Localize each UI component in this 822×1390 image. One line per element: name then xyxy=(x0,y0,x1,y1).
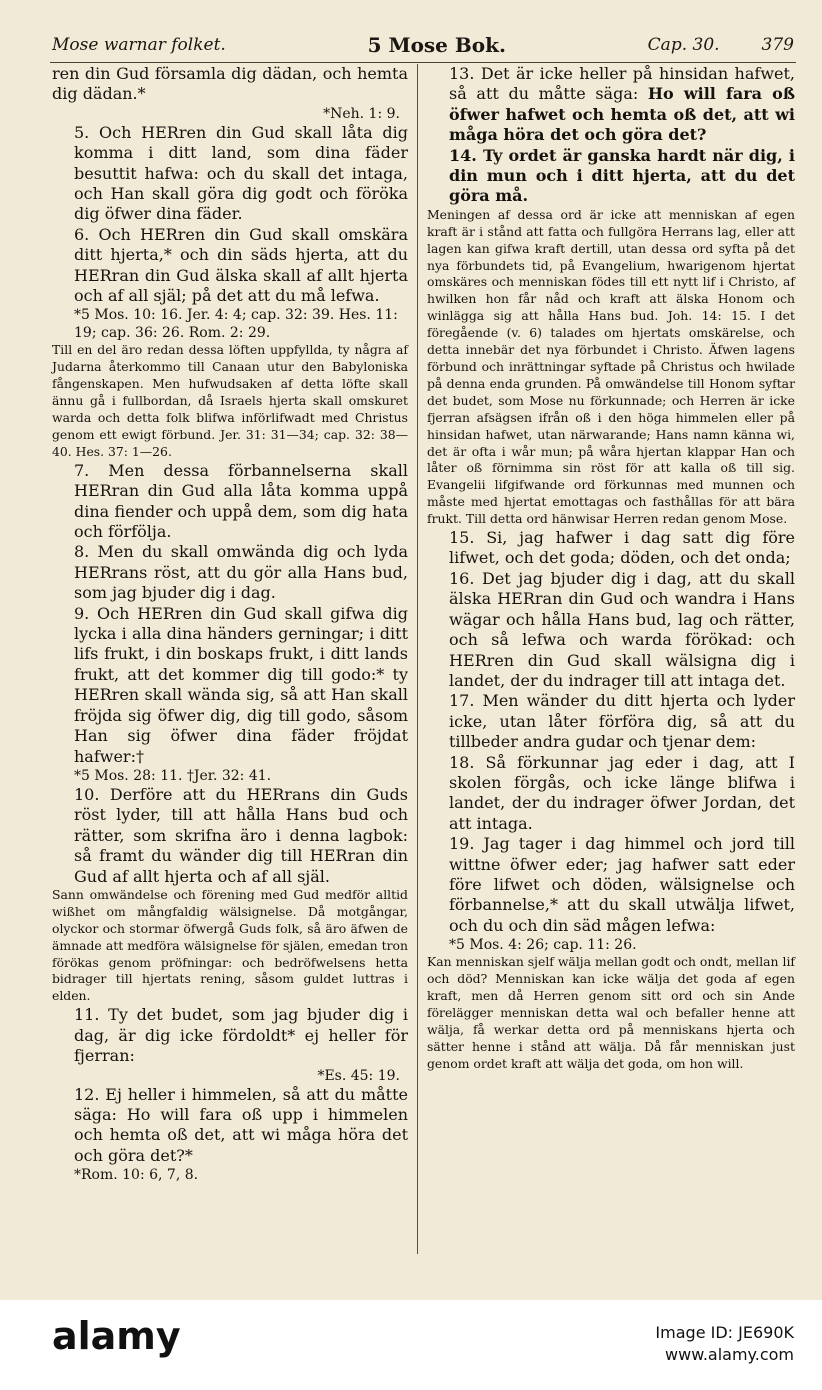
verse-text: ren din Gud församla dig dädan, och hemta dig dädan.* xyxy=(52,64,408,104)
verse-number: 19. xyxy=(449,834,475,854)
cross-reference: *5 Mos. 4: 26; cap. 11: 26. xyxy=(449,937,637,954)
verse-number: 6. xyxy=(74,224,90,244)
verse-paragraph xyxy=(427,691,795,752)
verse-text: Derföre att du HERrans din Guds röst lyder, till att hålla Hans bud och rätter, som skrifna äro i denna lagbok: så framt du wänder dig till HERran din Gud af allt hjerta och af all själ. xyxy=(74,784,408,886)
verse-text: Det jag bjuder dig i dag, att du skall älska HERran din Gud och wandra i Hans wägar och hålla Hans bud, lag och rätter, och så lefwa och warda förökad: och HERren din Gud skall wälsigna dig i landet, der du indrager till att intaga det. xyxy=(449,568,795,690)
header-book-title: 5 Mose Bok. xyxy=(367,33,506,57)
verse-paragraph xyxy=(427,569,795,691)
verse-number: 7. xyxy=(74,460,90,480)
left-column xyxy=(52,64,408,1184)
verse-number: 10. xyxy=(74,784,100,804)
verse-paragraph xyxy=(52,604,408,767)
commentary-note: Meningen af dessa ord är icke att menniskan af egen kraft är i stånd att fatta och fullgöra Herrans lag, eller att lagen kan gifwa kraft dertill, utan dessa ord syfta på det nya förbundets tid, på Evangelium, hwarigenom hjertat omskäres och menniskan födes till ett nytt lif i Christo, af hwilken hon får nåd och kraft att älska Honom och winlägga sig att hålla Hans bud. Joh. 14: 15. I det föregående (v. 6) talades om hjertats omskärelse, och detta innebär det nya förbundet i Christo. Äfwen lagens förbund och inrättningar syftade på Christus och hwilade på denna enda grunden. På omwändelse till Honom syftar det budet, som Mose nu förkunnade; och Herren är icke fjerran afsägsen ifrån oß i den höga himmelen eller på hinsidan hafwet, utan närwarande; Hans namn känna wi, det är ofta i wår mun; på wåra hjertan klappar Han och låter oß förnimma sin röst för att kalla oß till sig. Evangelii lifgifwande ord förkunnas med munnen och måste med hjertat emottagas och fasthållas för att bära frukt. Till detta ord hänwisar Herren redan genom Mose. xyxy=(427,206,795,527)
verse-text: Och HERren din Gud skall gifwa dig lycka i alla dina händers gerningar; i ditt lifs frukt, i din boskaps frukt, i ditt lands frukt, att det kommer dig till godo:* ty HERren skall wända sig, så att Han skall fröjda sig öfwer dig, dig till godo, såsom Han sig öfwer dina fäder fröjdat hafwer:† xyxy=(74,603,408,766)
cross-reference: *Rom. 10: 6, 7, 8. xyxy=(74,1167,199,1184)
verse-text: Så förkunnar jag eder i dag, att I skolen förgås, och icke länge blifwa i landet, der du indrager öfwer Jordan, det att intaga. xyxy=(449,752,795,833)
header-divider xyxy=(50,62,796,63)
verse-paragraph xyxy=(52,542,408,603)
cross-reference: *Es. 45: 19. xyxy=(317,1067,400,1084)
cross-reference: *5 Mos. 10: 16. Jer. 4: 4; cap. 32: 39. Hes. 11: 19; cap. 36: 26. Rom. 2: 29. xyxy=(74,307,398,342)
verse-emphasis: Ho will fara oß öfwer hafwet och hemta oß det, att wi måga höra det och göra det? xyxy=(449,84,795,145)
verse-number: 5. xyxy=(74,122,90,142)
commentary-note: Kan menniskan sjelf wälja mellan godt och ondt, mellan lif och död? Menniskan kan icke wälja det goda af egen kraft, men då Herren genom sitt ord och sin Ande förelägger menniskan detta wal och befaller henne att wälja, få werkar detta ord på menniskans hjerta och sätter henne i stånd att wälja. Då får menniskan just genom ordet kraft att wälja det goda, om hon will. xyxy=(427,954,795,1071)
verse-text: Och HERren din Gud skall omskära ditt hjerta,* och din säds hjerta, att du HERran din Gud älska skall af allt hjerta och af all själ; på det att du må lefwa. xyxy=(74,224,408,306)
verse-paragraph xyxy=(427,64,795,146)
verse-number: 18. xyxy=(449,752,475,772)
verse-text: Jag tager i dag himmel och jord till wittne öfwer eder; jag hafwer satt eder före lifwet och döden, wälsignelse och förbannelse,* att du skall utwälja lifwet, och du och din säd mågen lefwa: xyxy=(449,834,795,935)
verse-text: Ej heller i himmelen, så att du måtte säga: Ho will fara oß upp i himmelen och hemta oß det, att wi måga höra det och göra det?* xyxy=(74,1084,408,1165)
verse-paragraph xyxy=(52,1085,408,1167)
commentary-note: Till en del äro redan dessa löften uppfyllda, ty några af Judarna återkommo till Canaan utur den Babyloniska fångenskapen. Men hufwudsaken af detta löfte skall ännu gå i fullbordan, då Israels hjerta skall omskuret warda och detta folk blifwa införlifwadt med Christus genom ett ewigt förbund. Jer. 31: 31—34; cap. 32: 38—40. Hes. 37: 1—26. xyxy=(52,342,408,459)
verse-text: Men dessa förbannelserna skall HERran din Gud alla låta komma uppå dina fiender och uppå dem, som dig hata och förfölja. xyxy=(74,460,408,542)
verse-paragraph xyxy=(52,123,408,225)
verse-text: Men wänder du ditt hjerta och lyder icke, utan låter förföra dig, så att du tillbeder andra gudar och tjenar dem: xyxy=(449,691,795,752)
verse-number: 15. xyxy=(449,528,475,548)
verse-paragraph xyxy=(52,64,408,105)
header-right xyxy=(648,35,794,55)
verse-paragraph xyxy=(427,753,795,835)
header-chapter: Cap. 30. xyxy=(647,35,720,55)
verse-paragraph xyxy=(52,785,408,887)
running-header xyxy=(52,30,794,60)
column-divider xyxy=(417,64,418,1254)
verse-text: Och HERren din Gud skall låta dig komma i ditt land, som dina fäder besuttit hafwa: och du skall det intaga, och Han skall göra dig godt och föröka dig öfwer dina fäder. xyxy=(74,122,408,224)
verse-text: Det är icke heller på hinsidan hafwet, så att du måtte säga: xyxy=(449,64,795,104)
image-id-text: Image ID: JE690K xyxy=(655,1323,794,1342)
verse-number: 11. xyxy=(74,1005,100,1025)
verse-text: Ty det budet, som jag bjuder dig i dag, är dig icke fördoldt* ej heller för fjerran: xyxy=(74,1005,408,1066)
verse-number: 16. xyxy=(449,568,475,588)
site-url: www.alamy.com xyxy=(665,1345,794,1364)
cross-reference: *Neh. 1: 9. xyxy=(323,105,400,122)
verse-number: 13. xyxy=(449,64,475,83)
alamy-logo: alamy xyxy=(52,1314,181,1358)
cross-reference: *5 Mos. 28: 11. †Jer. 32: 41. xyxy=(74,767,272,784)
page-number: 379 xyxy=(761,35,794,55)
verse-paragraph xyxy=(427,146,795,207)
verse-paragraph xyxy=(427,528,795,569)
verse-text: Si, jag hafwer i dag satt dig före lifwet, och det goda; döden, och det onda; xyxy=(449,528,796,568)
verse-paragraph xyxy=(52,1005,408,1066)
verse-paragraph xyxy=(52,225,408,307)
verse-text: Ty ordet är ganska hardt när dig, i din mun och i ditt hjerta, att du det göra må. xyxy=(449,145,795,206)
header-left-title: Mose warnar folket. xyxy=(52,35,226,55)
verse-number: 17. xyxy=(449,691,475,711)
right-column xyxy=(427,64,795,1073)
commentary-note: Sann omwändelse och förening med Gud medför alltid wißhet om mångfaldig wälsignelse. Då motgångar, olyckor och stormar öfwergå Guds folk, så äro äfwen de ämnade att medföra wälsignelse för själen, emedan tron förökas genom pröfningar: och bedröfwelsens hetta bidrager till hjertats rening, såsom guldet luttras i elden. xyxy=(52,886,408,1004)
verse-text: Men du skall omwända dig och lyda HERrans röst, att du gör alla Hans bud, som jag bjuder dig i dag. xyxy=(74,542,408,603)
verse-number: 12. xyxy=(74,1084,100,1104)
verse-number: 9. xyxy=(74,603,90,623)
verse-paragraph xyxy=(427,834,795,936)
image-credit xyxy=(655,1322,794,1366)
verse-number: 8. xyxy=(74,542,90,562)
verse-number: 14. xyxy=(449,145,477,165)
verse-paragraph xyxy=(52,461,408,543)
